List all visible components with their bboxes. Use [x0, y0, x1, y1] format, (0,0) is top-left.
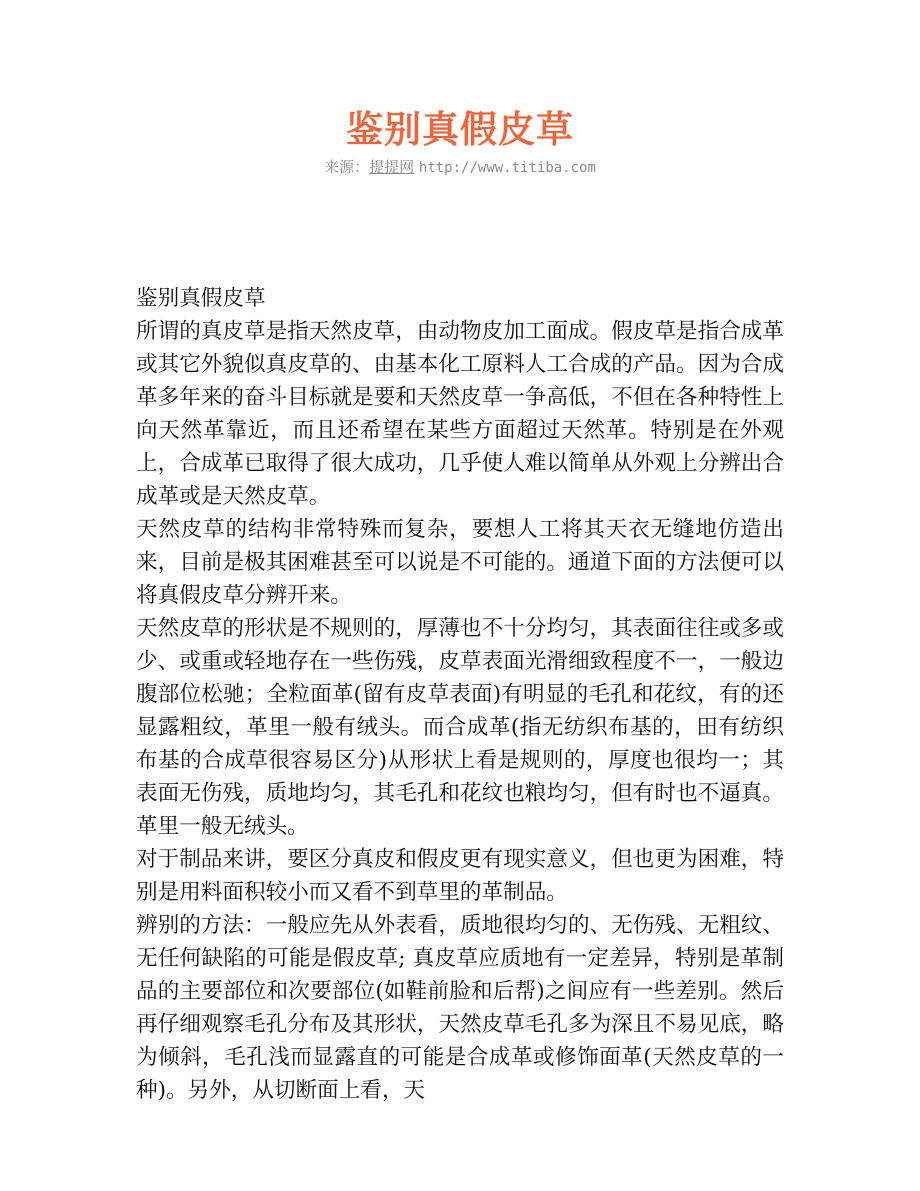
source-url[interactable]: http://www.titiba.com: [418, 160, 596, 176]
source-label: 来源：: [324, 158, 370, 176]
article-body: [136, 282, 784, 1107]
paragraph: 天然皮草的形状是不规则的，厚薄也不十分均匀，其表面往往或多或少、或重或轻地存在一些伤残，皮草表面光滑细致程度不一，一般边腹部位松驰；全粒面革(留有皮草表面)有明显的毛孔和花纹，有的还显露粗纹，革里一般有绒头。而合成革(指无纺织布基的，田有纺织布基的合成草很容易区分)从形状上看是规则的，厚度也很均一；其表面无伤残，质地均匀，其毛孔和花纹也粮均匀，但有时也不逼真。革里一般无绒头。: [136, 616, 784, 839]
paragraph: 对于制品来讲，要区分真皮和假皮更有现实意义，但也更为困难，特别是用料面积较小而又看不到草里的革制品。: [136, 847, 784, 905]
source-link[interactable]: 提提网: [369, 158, 415, 176]
paragraph: 天然皮草的结构非常特殊而复杂，要想人工将其天衣无缝地仿造出来，目前是极其困难甚至可以说是不可能的。通道下面的方法便可以将真假皮草分辨开来。: [136, 517, 784, 608]
article-heading: 鉴别真假皮草: [136, 286, 266, 311]
paragraph: 辨别的方法：一般应先从外表看，质地很均匀的、无伤残、无粗纹、无任何缺陷的可能是假皮草; 真皮草应质地有一定差异，特别是革制品的主要部位和次要部位(如鞋前脸和后帮)之间应有一些差别。然后再仔细观察毛孔分布及其形状，天然皮草毛孔多为深且不易见底，略为倾斜，毛孔浅而显露直的可能是合成革或修饰面革(天然皮草的一种)。另外，从切断面上看，天: [136, 913, 784, 1103]
paragraph: 所谓的真皮草是指天然皮草，由动物皮加工面成。假皮草是指合成革或其它外貌似真皮草的、由基本化工原料人工合成的产品。因为合成革多年来的奋斗目标就是要和天然皮草一争高低，不但在各种特性上向天然革靠近，而且还希望在某些方面超过天然革。特别是在外观上，合成革已取得了很大成功，几乎使人难以简单从外观上分辨出合成革或是天然皮草。: [136, 319, 784, 509]
source-line: [0, 156, 920, 179]
document-title: 鉴别真假皮草: [346, 107, 574, 151]
document-header: [0, 104, 920, 179]
